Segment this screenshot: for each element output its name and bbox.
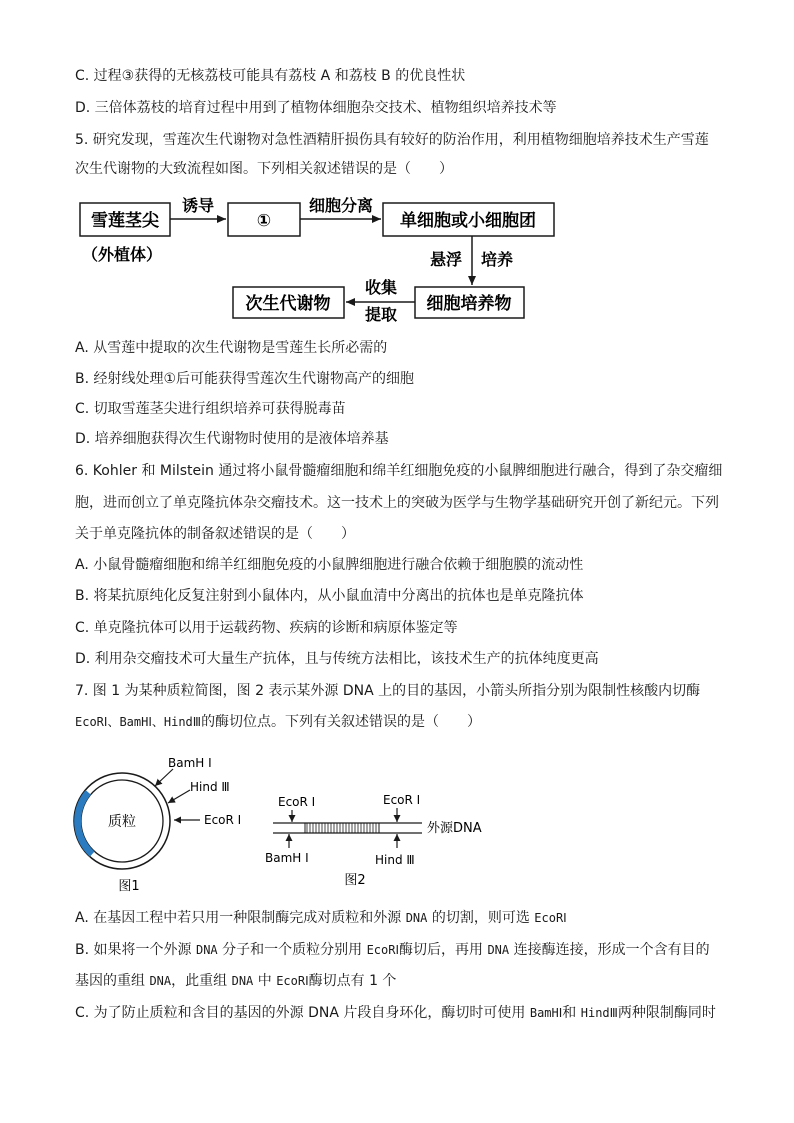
q7-option-a	[75, 908, 567, 928]
flow-box-culture-label: 细胞培养物	[426, 294, 512, 314]
dna-ecor-left-label: EcoR Ⅰ	[278, 795, 316, 809]
dna-bamh-label: BamH Ⅰ	[265, 851, 309, 865]
q7-option-c	[75, 1003, 716, 1023]
q6-stem-line2: 胞，进而创立了单克隆抗体杂交瘤技术。这一技术上的突破为医学与生物学基础研究开创了新纪元。下列	[75, 495, 719, 511]
q7-option-b-line2	[75, 971, 396, 991]
q5-option-b: B. 经射线处理①后可能获得雪莲次生代谢物高产的细胞	[75, 371, 415, 387]
dna-label: 外源DNA	[427, 821, 482, 836]
q7-option-b2-text4: 酶切点有 1 个	[308, 973, 397, 989]
q7-option-c-enzyme2: HindⅢ	[580, 1006, 618, 1020]
flow-explant-sublabel: （外植体）	[81, 245, 163, 264]
q7-stem-line1: 7. 图 1 为某种质粒简图，图 2 表示某外源 DNA 上的目的基因，小箭头所指分别为限制性核酸内切酶	[75, 683, 701, 699]
q5-stem-line2: 次生代谢物的大致流程如图。下列相关叙述错误的是（ ）	[75, 161, 453, 177]
flow-box-explant-label: 雪莲茎尖	[91, 211, 159, 231]
q6-option-b: B. 将某抗原纯化反复注射到小鼠体内，从小鼠血清中分离出的抗体也是单克隆抗体	[75, 588, 584, 604]
q7-option-b2-text2: ，此重组	[171, 973, 232, 989]
q7-option-b-text4: 连接酶连接，形成一个含有目的	[509, 942, 710, 958]
flow-box-single-cell-label: 单细胞或小细胞团	[400, 211, 536, 231]
plasmid-hind-label: Hind Ⅲ	[190, 780, 230, 794]
q6-stem-line3: 关于单克隆抗体的制备叙述错误的是（ ）	[75, 526, 355, 542]
flow-box-metabolite-label: 次生代谢物	[245, 294, 331, 314]
dna-hind-label: Hind Ⅲ	[375, 853, 415, 867]
q7-option-b-dna2: DNA	[487, 943, 510, 957]
q7-option-b2-enzyme: EcoRⅠ	[276, 974, 309, 988]
q7-option-c-text2: 和	[562, 1005, 581, 1021]
q7-option-b2-dna1: DNA	[149, 974, 172, 988]
q7-option-b-text3: 酶切后，再用	[399, 942, 488, 958]
q7-option-c-text3: 两种限制酶同时	[617, 1005, 716, 1021]
q7-option-c-enzyme1: BamHⅠ	[529, 1006, 563, 1020]
flow-box-callus-label: ①	[256, 211, 272, 231]
q6-option-a: A. 小鼠骨髓瘤细胞和绵羊红细胞免疫的小鼠脾细胞进行融合依赖于细胞膜的流动性	[75, 557, 584, 573]
q5-option-c: C. 切取雪莲茎尖进行组织培养可获得脱毒苗	[75, 401, 346, 417]
plasmid-ecor-label: EcoR Ⅰ	[204, 813, 242, 827]
flow-arrow-extract-top: 收集	[364, 278, 398, 297]
plasmid-label: 质粒	[108, 814, 136, 830]
q7-option-b2-dna2: DNA	[231, 974, 254, 988]
q7-option-b-text1: B. 如果将一个外源	[75, 942, 196, 958]
dna-ecor-right-label: EcoR Ⅰ	[383, 793, 421, 807]
flow-arrow-culture-right: 培养	[480, 250, 514, 269]
figure1-caption: 图1	[118, 879, 140, 894]
q7-option-b-text2: 分子和一个质粒分别用	[217, 942, 367, 958]
q7-option-b-dna1: DNA	[195, 943, 218, 957]
q7-stem-line2-rest: 的酶切位点。下列有关叙述错误的是（ ）	[201, 714, 482, 730]
q5-option-a: A. 从雪莲中提取的次生代谢物是雪莲生长所必需的	[75, 340, 388, 356]
q7-option-b2-text1: 基因的重组	[75, 973, 150, 989]
flow-arrow-separate-label: 细胞分离	[308, 196, 374, 215]
q7-option-a-enzyme: EcoRⅠ	[534, 911, 567, 925]
dna-target-gene	[307, 823, 376, 833]
q7-option-b-line1	[75, 940, 710, 960]
q7-enzyme-list: EcoRⅠ、BamHⅠ、HindⅢ	[75, 715, 202, 729]
q7-option-a-text2: 的切割，则可选	[427, 910, 535, 926]
q4-option-d: D. 三倍体荔枝的培育过程中用到了植物体细胞杂交技术、植物组织培养技术等	[75, 100, 557, 116]
q5-option-d: D. 培养细胞获得次生代谢物时使用的是液体培养基	[75, 431, 389, 447]
q7-option-a-dna: DNA	[405, 911, 428, 925]
flow-arrow-extract-bottom: 提取	[364, 305, 398, 324]
plasmid-bamh-label: BamH Ⅰ	[168, 756, 212, 770]
q5-stem-line1: 5. 研究发现，雪莲次生代谢物对急性酒精肝损伤具有较好的防治作用，利用植物细胞培养技术生产雪莲	[75, 132, 709, 148]
flow-arrow-induce-label: 诱导	[181, 196, 215, 215]
q4-option-c: C. 过程③获得的无核荔枝可能具有荔枝 A 和荔枝 B 的优良性状	[75, 68, 466, 84]
q6-option-c: C. 单克隆抗体可以用于运载药物、疾病的诊断和病原体鉴定等	[75, 620, 458, 636]
figure2-caption: 图2	[344, 873, 366, 888]
q7-option-a-text1: A. 在基因工程中若只用一种限制酶完成对质粒和外源	[75, 910, 406, 926]
q7-option-b2-text3: 中	[253, 973, 277, 989]
flow-arrow-culture-left: 悬浮	[429, 250, 463, 269]
q6-stem-line1: 6. Kohler 和 Milstein 通过将小鼠骨髓瘤细胞和绵羊红细胞免疫的小鼠脾细胞进行融合，得到了杂交瘤细	[75, 463, 723, 479]
q7-option-b-enzyme: EcoRⅠ	[366, 943, 399, 957]
q7-option-c-text1: C. 为了防止质粒和含目的基因的外源 DNA 片段自身环化，酶切时可使用	[75, 1005, 530, 1021]
q6-option-d: D. 利用杂交瘤技术可大量生产抗体，且与传统方法相比，该技术生产的抗体纯度更高	[75, 651, 599, 667]
